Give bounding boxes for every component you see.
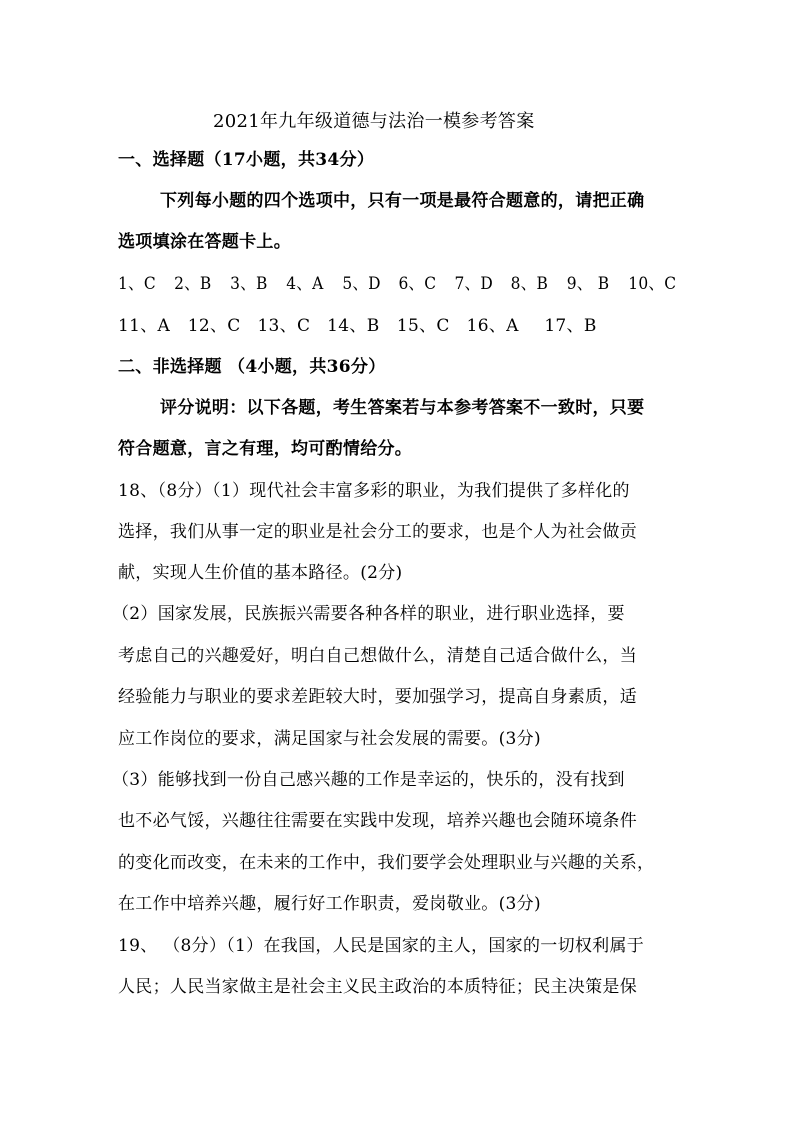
scoring-note-line1: 评分说明：以下各题，考生答案若与本参考答案不一致时，只要 (160, 398, 645, 418)
q18-line: 经验能力与职业的要求差距较大时，要加强学习，提高自身素质，适 (118, 687, 637, 707)
answer-item: 2、B (174, 274, 212, 294)
section1-heading: 一、选择题（17小题，共34分） (118, 150, 375, 170)
answer-item: 11、A (118, 316, 171, 336)
q18-line: （2）国家发展，民族振兴需要各种各样的职业，进行职业选择，要 (112, 604, 625, 624)
answer-item: 15、C (396, 316, 450, 336)
q19-line: 人民；人民当家做主是社会主义民主政治的本质特征；民主决策是保 (118, 977, 637, 997)
scoring-note-line2: 符合题意，言之有理，均可酌情给分。 (118, 439, 413, 459)
answer-item: 16、A (466, 316, 519, 336)
q18-line: 应工作岗位的要求，满足国家与社会发展的需要。(3分) (118, 729, 541, 749)
q18-line: 选择，我们从事一定的职业是社会分工的要求，也是个人为社会做贡 (118, 522, 637, 542)
answer-item: 8、B (510, 274, 549, 294)
q18-line: 18、（8分）（1）现代社会丰富多彩的职业，为我们提供了多样化的 (118, 481, 630, 501)
answer-item: 3、B (230, 274, 268, 294)
answer-item: 13、C (257, 316, 311, 336)
section2-heading: 二、非选择题 （4小题，共36分） (118, 357, 386, 377)
section1-instruction-line1: 下列每小题的四个选项中，只有一项是最符合题意的，请把正确 (160, 191, 645, 211)
answer-item: 14、B (327, 316, 380, 336)
answer-item: 5、D (342, 274, 381, 294)
answer-item: 4、A (286, 274, 324, 294)
section1-instruction-line2: 选项填涂在答题卡上。 (118, 232, 291, 252)
q18-line: 考虑自己的兴趣爱好，明白自己想做什么，清楚自己适合做什么，当 (118, 646, 637, 666)
q18-line: （3）能够找到一份自己感兴趣的工作是幸运的，快乐的，没有找到 (112, 770, 625, 790)
q18-line: 在工作中培养兴趣，履行好工作职责，爱岗敬业。(3分) (118, 894, 541, 914)
answer-item: 10、C (628, 274, 677, 294)
q19-line: 19、 （8分）（1）在我国，人民是国家的主人，国家的一切权利属于 (118, 936, 645, 956)
q18-line: 献，实现人生价值的基本路径。(2分) (118, 563, 403, 583)
answers-row-1 (118, 273, 676, 295)
document-title: 2021年九年级道德与法治一模参考答案 (213, 111, 535, 132)
answer-item: 7、D (454, 274, 494, 294)
q18-line: 也不必气馁，兴趣往往需要在实践中发现，培养兴趣也会随环境条件 (118, 811, 637, 831)
answers-row-2 (118, 315, 597, 337)
answer-item: 1、C (118, 274, 156, 294)
answer-item: 12、C (187, 316, 241, 336)
answer-item: 6、C (398, 274, 437, 294)
q18-line: 的变化而改变，在未来的工作中，我们要学会处理职业与兴趣的关系， (118, 853, 655, 873)
answer-item: 17、B (544, 316, 597, 336)
answer-item: 9、 B (566, 274, 610, 294)
